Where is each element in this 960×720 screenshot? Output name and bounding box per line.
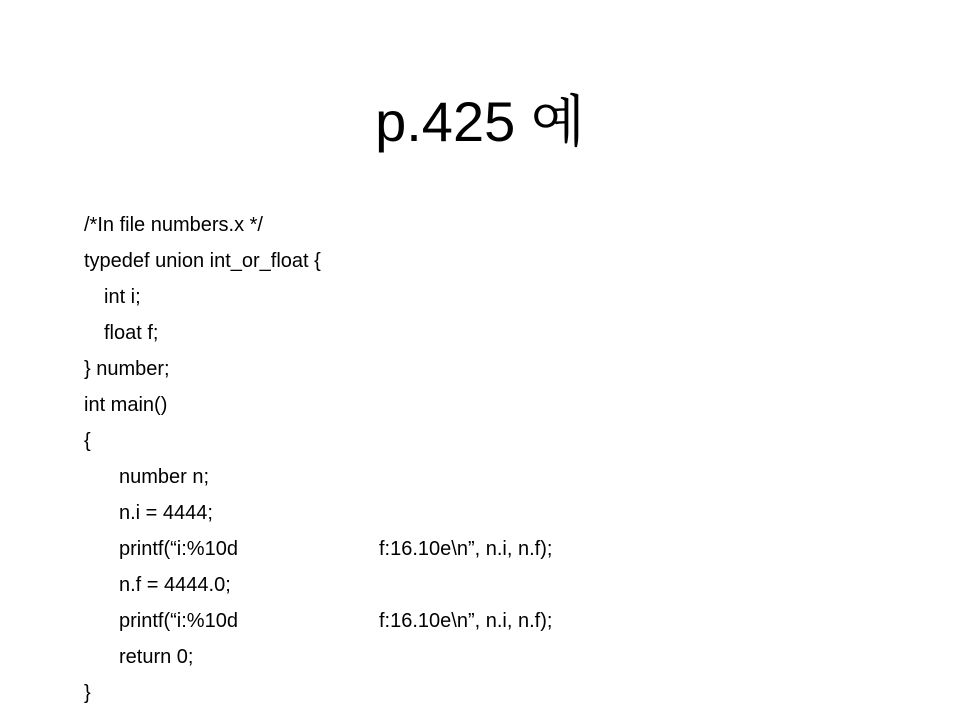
code-line-printf-2 bbox=[84, 603, 924, 639]
code-line-main-signature: int main() bbox=[84, 394, 168, 416]
code-listing bbox=[84, 207, 924, 711]
code-line-typedef: typedef union int_or_float { bbox=[84, 250, 321, 272]
slide-title: p.425 예 bbox=[375, 90, 585, 153]
code-line-comment: /*In file numbers.x */ bbox=[84, 214, 263, 236]
code-line-return: return 0; bbox=[119, 646, 194, 668]
printf-args-part: f:16.10e\n”, n.i, n.f); bbox=[379, 538, 553, 560]
printf-format-part: printf(“i:%10d bbox=[119, 538, 238, 560]
printf-args-part: f:16.10e\n”, n.i, n.f); bbox=[379, 610, 553, 632]
code-line-assign-float: n.f = 4444.0; bbox=[119, 574, 231, 596]
code-line-float-member: float f; bbox=[104, 322, 159, 344]
code-line-printf-1 bbox=[84, 531, 924, 567]
code-line-assign-int: n.i = 4444; bbox=[119, 502, 213, 524]
code-line-open-brace: { bbox=[84, 430, 91, 452]
code-line-declare-n: number n; bbox=[119, 466, 210, 488]
code-line-typedef-close: } number; bbox=[84, 358, 170, 380]
printf-format-part: printf(“i:%10d bbox=[119, 610, 238, 632]
code-line-close-brace: } bbox=[84, 682, 91, 704]
code-line-int-member: int i; bbox=[104, 286, 141, 308]
